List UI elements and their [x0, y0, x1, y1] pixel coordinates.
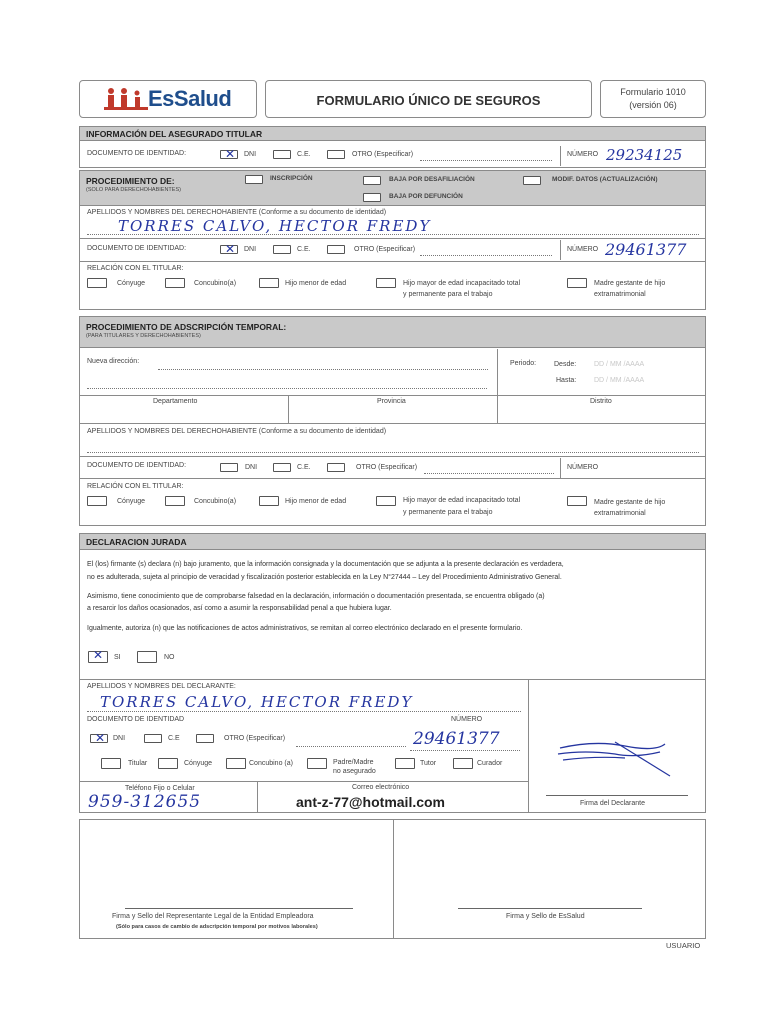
- proc-hijo-mayor-checkbox[interactable]: [376, 278, 396, 288]
- decl-p2-l2: a resarcir los daños ocasionados, así como a asumir la responsabilidad penal a que hubiera lugar.: [87, 605, 392, 612]
- temp-otro-checkbox[interactable]: [327, 463, 345, 472]
- firma-declarante-label: Firma del Declarante: [580, 800, 645, 807]
- temporal-divider-2: [79, 423, 706, 424]
- modif-checkbox[interactable]: [523, 176, 541, 185]
- titular-ce-checkbox[interactable]: [273, 150, 291, 159]
- temp-dni-label: DNI: [245, 464, 258, 471]
- temporal-subheading: (PARA TITULARES Y DERECHOHABIENTES): [86, 333, 201, 339]
- decl-dni-label: DNI: [113, 735, 126, 742]
- firma-declarante-line: [546, 795, 688, 796]
- essalud-logo-icon: [104, 87, 148, 111]
- inscripcion-label: INSCRIPCIÓN: [270, 175, 313, 182]
- baja-defuncion-checkbox[interactable]: [363, 193, 381, 202]
- rel-padre-checkbox[interactable]: [307, 758, 327, 769]
- titular-heading: INFORMACIÓN DEL ASEGURADO TITULAR: [79, 126, 706, 141]
- temp-doc-label: DOCUMENTO DE IDENTIDAD:: [87, 462, 187, 469]
- decl-p3: Igualmente, autoriza (n) que las notificaciones de actos administrativos, se remitan al correo electrónico declarado en el presente formulario.: [87, 625, 523, 632]
- titular-ce-label: C.E.: [297, 151, 311, 158]
- temp-conyuge-checkbox[interactable]: [87, 496, 107, 506]
- decl-numero-line: [410, 750, 520, 751]
- firma-essalud-label: Firma y Sello de EsSalud: [506, 913, 585, 920]
- procedimiento-heading: [86, 176, 181, 193]
- proc-names-label: APELLIDOS Y NOMBRES DEL DERECHOHABIENTE (Conforme a su documento de identidad): [87, 209, 387, 216]
- provincia-label: Provincia: [377, 398, 406, 405]
- decl-p2-l1: Asimismo, tiene conocimiento que de comprobarse falsedad en la declaración, información o documentación presentada, se encuentra obligado (a): [87, 593, 545, 600]
- firma-rep-label: Firma y Sello del Representante Legal de la Entidad Empleadora: [112, 913, 314, 920]
- declaracion-heading: DECLARACION JURADA: [79, 533, 706, 550]
- temp-hijo-mayor-label-1: Hijo mayor de edad incapacitado total: [403, 497, 521, 504]
- decl-ce-label: C.E: [168, 735, 180, 742]
- decl-dni-checkbox[interactable]: [90, 734, 108, 743]
- desde-input[interactable]: DD / MM /AAAA: [594, 361, 645, 368]
- decl-otro-line: [296, 746, 406, 747]
- si-label: SI: [114, 654, 121, 661]
- form-number: Formulario 1010: [620, 87, 686, 97]
- proc-relacion-label: RELACIÓN CON EL TITULAR:: [87, 265, 184, 272]
- decl-p1-l1: El (los) firmante (s) declara (n) bajo juramento, que la información consignada y la documentación que se adjunta a la presente declaración es verdadera,: [87, 561, 564, 568]
- temp-hijo-mayor-checkbox[interactable]: [376, 496, 396, 506]
- declarante-label: APELLIDOS Y NOMBRES DEL DECLARANTE:: [87, 683, 236, 690]
- temporal-divider-4: [79, 478, 706, 479]
- declarante-value[interactable]: TORRES CALVO, HECTOR FREDY: [100, 693, 414, 711]
- temporal-heading: [86, 322, 286, 339]
- logo-text: EsSalud: [148, 86, 232, 111]
- correo-value[interactable]: ant-z-77@hotmail.com: [296, 794, 446, 810]
- temp-dni-checkbox[interactable]: [220, 463, 238, 472]
- no-label: NO: [164, 654, 175, 661]
- baja-defuncion-label: BAJA POR DEFUNCIÓN: [389, 193, 463, 200]
- decl-contact-divider: [257, 781, 258, 813]
- desde-label: Desde:: [554, 361, 577, 368]
- distrito-label: Distrito: [590, 398, 612, 405]
- firma-essalud-line: [458, 908, 642, 909]
- rel-concubino-label: Concubino (a): [249, 760, 293, 767]
- declarante-line: [87, 711, 521, 712]
- rel-concubino-checkbox[interactable]: [226, 758, 246, 769]
- rel-curador-label: Curador: [477, 760, 503, 767]
- temp-conyuge-label: Cónyuge: [117, 498, 146, 505]
- signature-mark-icon: [555, 736, 675, 778]
- rel-tutor-checkbox[interactable]: [395, 758, 415, 769]
- temp-madre-label-2: extramatrimonial: [594, 510, 646, 517]
- proc-otro-label: OTRO (Especificar): [354, 246, 416, 253]
- decl-numero-label: NÚMERO: [451, 716, 483, 723]
- proc-madre-label-2: extramatrimonial: [594, 291, 646, 298]
- decl-ce-checkbox[interactable]: [144, 734, 162, 743]
- no-checkbox[interactable]: [137, 651, 157, 663]
- usuario-label: USUARIO: [666, 941, 701, 950]
- ubic-divider-1: [288, 395, 289, 423]
- temporal-heading-text: PROCEDIMIENTO DE ADSCRIPCIÓN TEMPORAL:: [86, 322, 287, 332]
- temp-madre-label-1: Madre gestante de hijo: [594, 499, 666, 506]
- baja-desafiliacion-checkbox[interactable]: [363, 176, 381, 185]
- modif-label: MODIF. DATOS (ACTUALIZACIÓN): [552, 176, 658, 183]
- proc-numero-label: NÚMERO: [567, 246, 599, 253]
- direccion-line-1: [158, 369, 488, 370]
- rel-padre-label-1: Padre/Madre: [333, 759, 374, 766]
- procedimiento-subheading: (SOLO PARA DERECHOHABIENTES): [86, 187, 181, 193]
- titular-doc-label: DOCUMENTO DE IDENTIDAD:: [87, 150, 187, 157]
- rel-titular-label: Titular: [128, 760, 148, 767]
- proc-otro-line: [420, 255, 552, 256]
- decl-divider-1: [79, 679, 706, 680]
- rel-conyuge-checkbox[interactable]: [158, 758, 178, 769]
- proc-concubino-checkbox[interactable]: [165, 278, 185, 288]
- temp-relacion-label: RELACIÓN CON EL TITULAR:: [87, 483, 184, 490]
- temp-otro-line: [424, 473, 554, 474]
- decl-otro-label: OTRO (Especificar): [224, 735, 286, 742]
- temp-names-line: [87, 452, 699, 453]
- decl-divider-2: [79, 781, 528, 782]
- firma-rep-line: [125, 908, 353, 909]
- proc-dni-checkbox[interactable]: [220, 245, 238, 254]
- temp-concubino-label: Concubino(a): [194, 498, 237, 505]
- rel-conyuge-label: Cónyuge: [184, 760, 213, 767]
- proc-otro-checkbox[interactable]: [327, 245, 345, 254]
- temp-otro-label: OTRO (Especificar): [356, 464, 418, 471]
- hasta-input[interactable]: DD / MM /AAAA: [594, 377, 645, 384]
- proc-names-value[interactable]: TORRES CALVO, HECTOR FREDY: [118, 217, 432, 235]
- proc-ce-label: C.E.: [297, 246, 311, 253]
- page-title: FORMULARIO ÚNICO DE SEGUROS: [316, 93, 541, 108]
- procedimiento-heading-text: PROCEDIMIENTO DE:: [86, 176, 175, 186]
- hasta-label: Hasta:: [556, 377, 577, 384]
- titular-otro-label: OTRO (Especificar): [352, 151, 414, 158]
- rel-curador-checkbox[interactable]: [453, 758, 473, 769]
- baja-desafiliacion-label: BAJA POR DESAFILIACIÓN: [389, 176, 475, 183]
- titular-numero-value[interactable]: 29234125: [606, 146, 683, 164]
- titular-otro-checkbox[interactable]: [327, 150, 345, 159]
- proc-hijo-menor-label: Hijo menor de edad: [285, 280, 347, 287]
- temp-ce-label: C.E.: [297, 464, 311, 471]
- temp-hijo-mayor-label-2: y permanente para el trabajo: [403, 509, 493, 516]
- proc-doc-label: DOCUMENTO DE IDENTIDAD:: [87, 245, 187, 252]
- rel-tutor-label: Tutor: [420, 760, 437, 767]
- departamento-label: Departamento: [153, 398, 198, 405]
- telefono-label: Teléfono Fijo o Celular: [125, 785, 195, 792]
- firmas-divider: [393, 819, 394, 939]
- temp-hijo-menor-label: Hijo menor de edad: [285, 498, 347, 505]
- temp-hijo-menor-checkbox[interactable]: [259, 496, 279, 506]
- proc-hijo-mayor-label-1: Hijo mayor de edad incapacitado total: [403, 280, 521, 287]
- decl-signature-divider: [528, 679, 529, 813]
- temporal-divider-3: [79, 456, 706, 457]
- titular-numero-label: NÚMERO: [567, 151, 599, 158]
- periodo-divider: [497, 349, 498, 395]
- decl-doc-label: DOCUMENTO DE IDENTIDAD: [87, 716, 185, 723]
- proc-hijo-mayor-label-2: y permanente para el trabajo: [403, 291, 493, 298]
- proc-dni-label: DNI: [244, 246, 257, 253]
- temp-concubino-checkbox[interactable]: [165, 496, 185, 506]
- temp-numero-label: NÚMERO: [567, 464, 599, 471]
- firma-rep-note: (Sólo para casos de cambio de adscripción temporal por motivos laborales): [116, 924, 318, 930]
- titular-otro-line: [420, 160, 552, 161]
- si-checkbox[interactable]: [88, 651, 108, 663]
- proc-divider-1: [79, 238, 706, 239]
- titular-dni-checkbox[interactable]: [220, 150, 238, 159]
- titular-dni-label: DNI: [244, 151, 257, 158]
- decl-numero-value[interactable]: 29461377: [413, 729, 500, 749]
- decl-p1-l2: no es adulterada, sujeta al principio de veracidad y fiscalización posterior establecida en la Ley N°27444 – Ley del Procedimiento Administrativo General.: [87, 574, 562, 581]
- temp-ce-checkbox[interactable]: [273, 463, 291, 472]
- proc-hijo-menor-checkbox[interactable]: [259, 278, 279, 288]
- correo-label: Correo electrónico: [352, 784, 410, 791]
- proc-ce-checkbox[interactable]: [273, 245, 291, 254]
- proc-madre-label-1: Madre gestante de hijo: [594, 280, 666, 287]
- ubic-divider-2: [497, 395, 498, 423]
- form-version: (versión 06): [629, 100, 677, 110]
- proc-numero-value[interactable]: 29461377: [605, 240, 687, 259]
- proc-names-line: [87, 234, 699, 235]
- proc-madre-checkbox[interactable]: [567, 278, 587, 288]
- inscripcion-checkbox[interactable]: [245, 175, 263, 184]
- temp-madre-checkbox[interactable]: [567, 496, 587, 506]
- proc-divider-2: [79, 261, 706, 262]
- telefono-value[interactable]: 959-312655: [88, 792, 202, 812]
- proc-conyuge-checkbox[interactable]: [87, 278, 107, 288]
- periodo-label: Periodo:: [510, 360, 537, 367]
- proc-concubino-label: Concubino(a): [194, 280, 237, 287]
- form-number-box: [600, 80, 706, 118]
- temporal-divider-1: [79, 395, 706, 396]
- rel-titular-checkbox[interactable]: [101, 758, 121, 769]
- proc-conyuge-label: Cónyuge: [117, 280, 146, 287]
- decl-otro-checkbox[interactable]: [196, 734, 214, 743]
- direccion-label: Nueva dirección:: [87, 358, 140, 365]
- temp-names-label: APELLIDOS Y NOMBRES DEL DERECHOHABIENTE (Conforme a su documento de identidad): [87, 428, 387, 435]
- rel-padre-label-2: no asegurado: [333, 768, 376, 775]
- direccion-line-2: [87, 388, 487, 389]
